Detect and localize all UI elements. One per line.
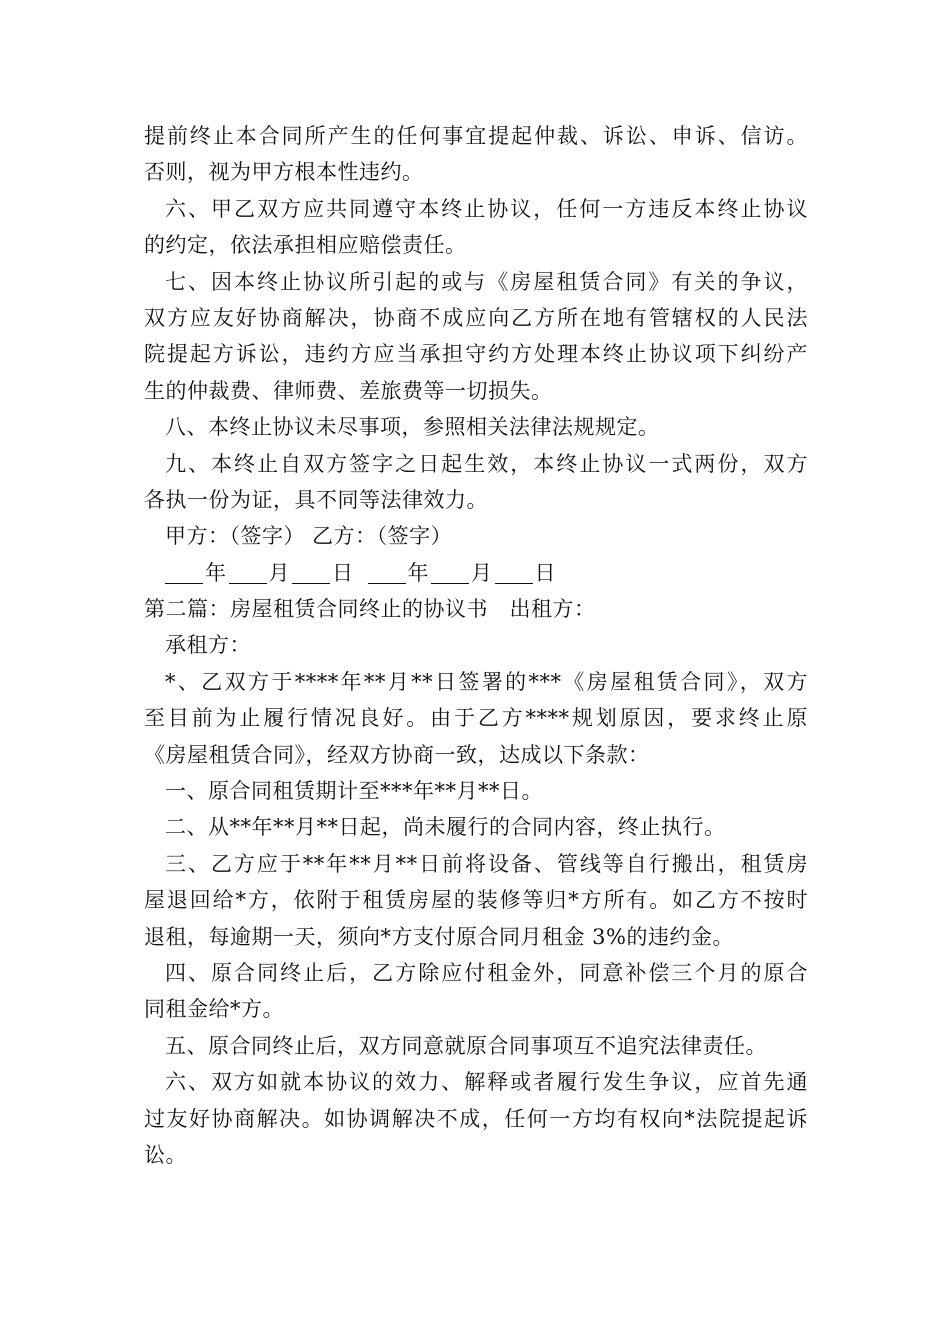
date-blank — [368, 559, 406, 584]
preamble: *、乙双方于****年**月**日签署的***《房屋租赁合同》，双方 — [165, 669, 808, 694]
clause-1: 一、原合同租赁期计至***年**月**日。 — [165, 779, 543, 804]
year-label: 年 — [205, 560, 227, 585]
month-label: 月 — [471, 560, 493, 585]
date-blank — [229, 559, 267, 584]
text-line: 讼。 — [144, 1142, 187, 1167]
text-line: 院提起方诉讼，违约方应当承担守约方处理本终止协议项下纠纷产 — [144, 342, 808, 367]
text-line: 各执一份为证，具不同等法律效力。 — [144, 487, 488, 512]
clause-7: 七、因本终止协议所引起的或与《房屋租赁合同》有关的争议， — [165, 269, 808, 294]
text-line: 《房屋租赁合同》，经双方协商一致，达成以下条款： — [144, 742, 650, 767]
clause-8: 八、本终止协议未尽事项，参照相关法律法规规定。 — [165, 415, 660, 440]
text-line: 退租，每逾期一天，须向*方支付原合同月租金 3%的违约金。 — [144, 924, 734, 949]
text-line: 提前终止本合同所产生的任何事宜提起仲裁、诉讼、申诉、信访。 — [144, 124, 808, 148]
clause-6: 六、甲乙双方应共同遵守本终止协议，任何一方违反本终止协议 — [165, 196, 808, 221]
date-blank — [292, 559, 330, 584]
year-label: 年 — [407, 560, 429, 585]
document-page — [144, 118, 808, 1173]
clause-9: 九、本终止自双方签字之日起生效，本终止协议一式两份，双方 — [165, 451, 808, 476]
text-line: 否则，视为甲方根本性违约。 — [144, 160, 424, 185]
month-label: 月 — [268, 560, 290, 585]
day-label: 日 — [534, 560, 556, 585]
text-line: 承租方： — [165, 633, 251, 658]
date-row — [144, 555, 808, 591]
clause-5: 五、原合同终止后，双方同意就原合同事项互不追究法律责任。 — [165, 1033, 767, 1058]
clause-4: 四、原合同终止后，乙方除应付租金外，同意补偿三个月的原合 — [165, 960, 808, 985]
section-heading: 第二篇：房屋租赁合同终止的协议书 出租方： — [144, 597, 596, 622]
date-blank — [495, 559, 533, 584]
text-line: 的约定，依法承担相应赔偿责任。 — [144, 233, 467, 258]
clause-6b: 六、双方如就本协议的效力、解释或者履行发生争议，应首先通 — [165, 1070, 808, 1095]
text-line: 生的仲裁费、律师费、差旅费等一切损失。 — [144, 378, 553, 403]
text-line: 屋退回给*方，依附于租赁房屋的装修等归*方所有。如乙方不按时 — [144, 888, 808, 913]
text-line: 同租金给*方。 — [144, 997, 284, 1022]
clause-2: 二、从**年**月**日起，尚未履行的合同内容，终止执行。 — [165, 815, 726, 840]
text-line: 至目前为止履行情况良好。由于乙方****规划原因，要求终止原 — [144, 706, 808, 731]
signature-line: 甲方：（签字） 乙方：（签字） — [165, 524, 453, 549]
clause-3: 三、乙方应于**年**月**日前将设备、管线等自行搬出，租赁房 — [165, 851, 808, 876]
date-blank — [165, 559, 203, 584]
text-line: 双方应友好协商解决，协商不成应向乙方所在地有管辖权的人民法 — [144, 305, 808, 330]
day-label: 日 — [332, 560, 354, 585]
text-line: 过友好协商解决。如协调解决不成，任何一方均有权向*法院提起诉 — [144, 1106, 808, 1131]
date-blank — [431, 559, 469, 584]
